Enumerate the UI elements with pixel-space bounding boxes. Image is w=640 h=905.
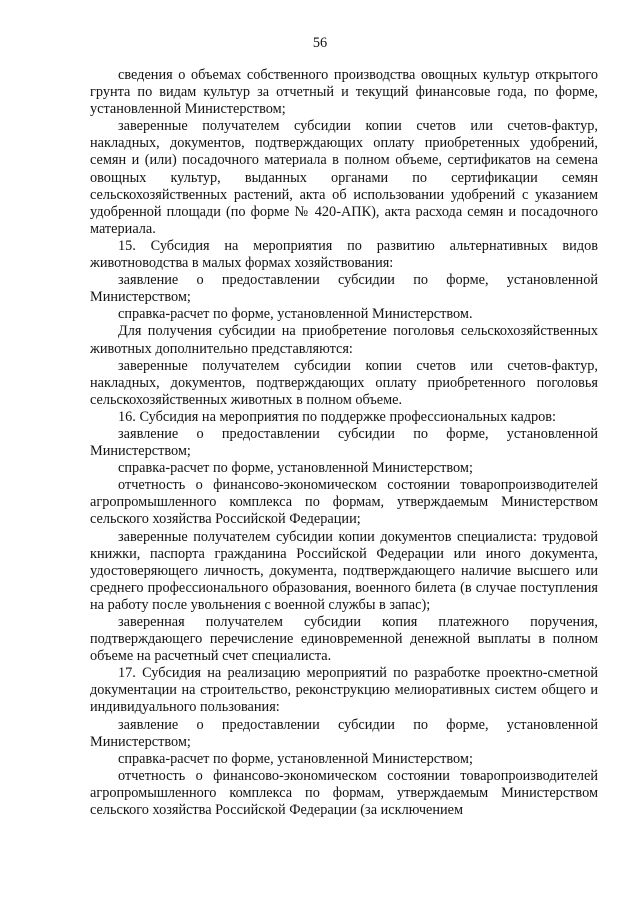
paragraph-calculation-certificate: справка-расчет по форме, установленной Министерством; bbox=[118, 750, 473, 767]
document-body bbox=[90, 67, 598, 819]
paragraph-application-form: заявление о предоставлении субсидии по форме, установленной Министерством; bbox=[90, 716, 598, 750]
paragraph-application-form: заявление о предоставлении субсидии по форме, установленной Министерством; bbox=[90, 425, 598, 460]
paragraph-payment-order-copy: заверенная получателем субсидии копия платежного поручения, подтверждающего перечисление единовременной денежной выплаты в полном объеме на расчетный счет специалиста. bbox=[90, 614, 598, 665]
paragraph-item-17-heading: 17. Субсидия на реализацию мероприятий по разработке проектно-сметной документации на строительство, реконструкцию мелиоративных систем общего и индивидуального пользования: bbox=[90, 665, 598, 716]
paragraph-livestock-purchase-intro: Для получения субсидии на приобретение поголовья сельскохозяйственных животных дополнительно представляются: bbox=[90, 323, 598, 357]
paragraph-calculation-certificate: справка-расчет по форме, установленной Министерством. bbox=[118, 306, 473, 323]
paragraph-application-form: заявление о предоставлении субсидии по форме, установленной Министерством; bbox=[90, 272, 598, 306]
paragraph-financial-reporting-partial: отчетность о финансово-экономическом состоянии товаропроизводителей агропромышленного комплекса по формам, утверждаемым Министерством сельского хозяйства Российской Федерации (за исключением bbox=[90, 767, 598, 819]
page-number: 56 bbox=[312, 35, 328, 51]
paragraph-item-15-heading: 15. Субсидия на мероприятия по развитию альтернативных видов животноводства в малых формах хозяйствования: bbox=[90, 237, 598, 272]
paragraph-specialist-documents: заверенные получателем субсидии копии документов специалиста: трудовой книжки, паспорта гражданина Российской Федерации или иного документа, удостоверяющего личность, документа, подтверждающего наличие высшего или среднего профессионального образования, военного билета (в случае поступления на работу после увольнения с военной службы в запас); bbox=[90, 528, 598, 613]
paragraph-certified-invoices-fertilizers: заверенные получателем субсидии копии счетов или счетов-фактур, накладных, документов, подтверждающих оплату приобретенных удобрений, семян и (или) посадочного материала в полном объеме, сертификатов на семена овощных культур, выданных органами по сертификации семян сельскохозяйственных растений, акта об использовании удобрений с указанием удобренной площади (по форме № 420-АПК), акта расхода семян и посадочного материала. bbox=[90, 118, 598, 237]
paragraph-financial-reporting: отчетность о финансово-экономическом состоянии товаропроизводителей агропромышленного комплекса по формам, утверждаемым Министерством сельского хозяйства Российской Федерации; bbox=[90, 477, 598, 528]
paragraph-item-16-heading: 16. Субсидия на мероприятия по поддержке профессиональных кадров: bbox=[118, 408, 556, 425]
paragraph-certified-invoices-livestock: заверенные получателем субсидии копии счетов или счетов-фактур, накладных, документов, подтверждающих оплату приобретенного поголовья сельскохозяйственных животных в полном объеме. bbox=[90, 357, 598, 408]
paragraph-vegetable-production-info: сведения о объемах собственного производства овощных культур открытого грунта по видам культур за отчетный и текущий финансовые года, по форме, установленной Министерством; bbox=[90, 67, 598, 118]
paragraph-calculation-certificate: справка-расчет по форме, установленной Министерством; bbox=[118, 460, 473, 477]
